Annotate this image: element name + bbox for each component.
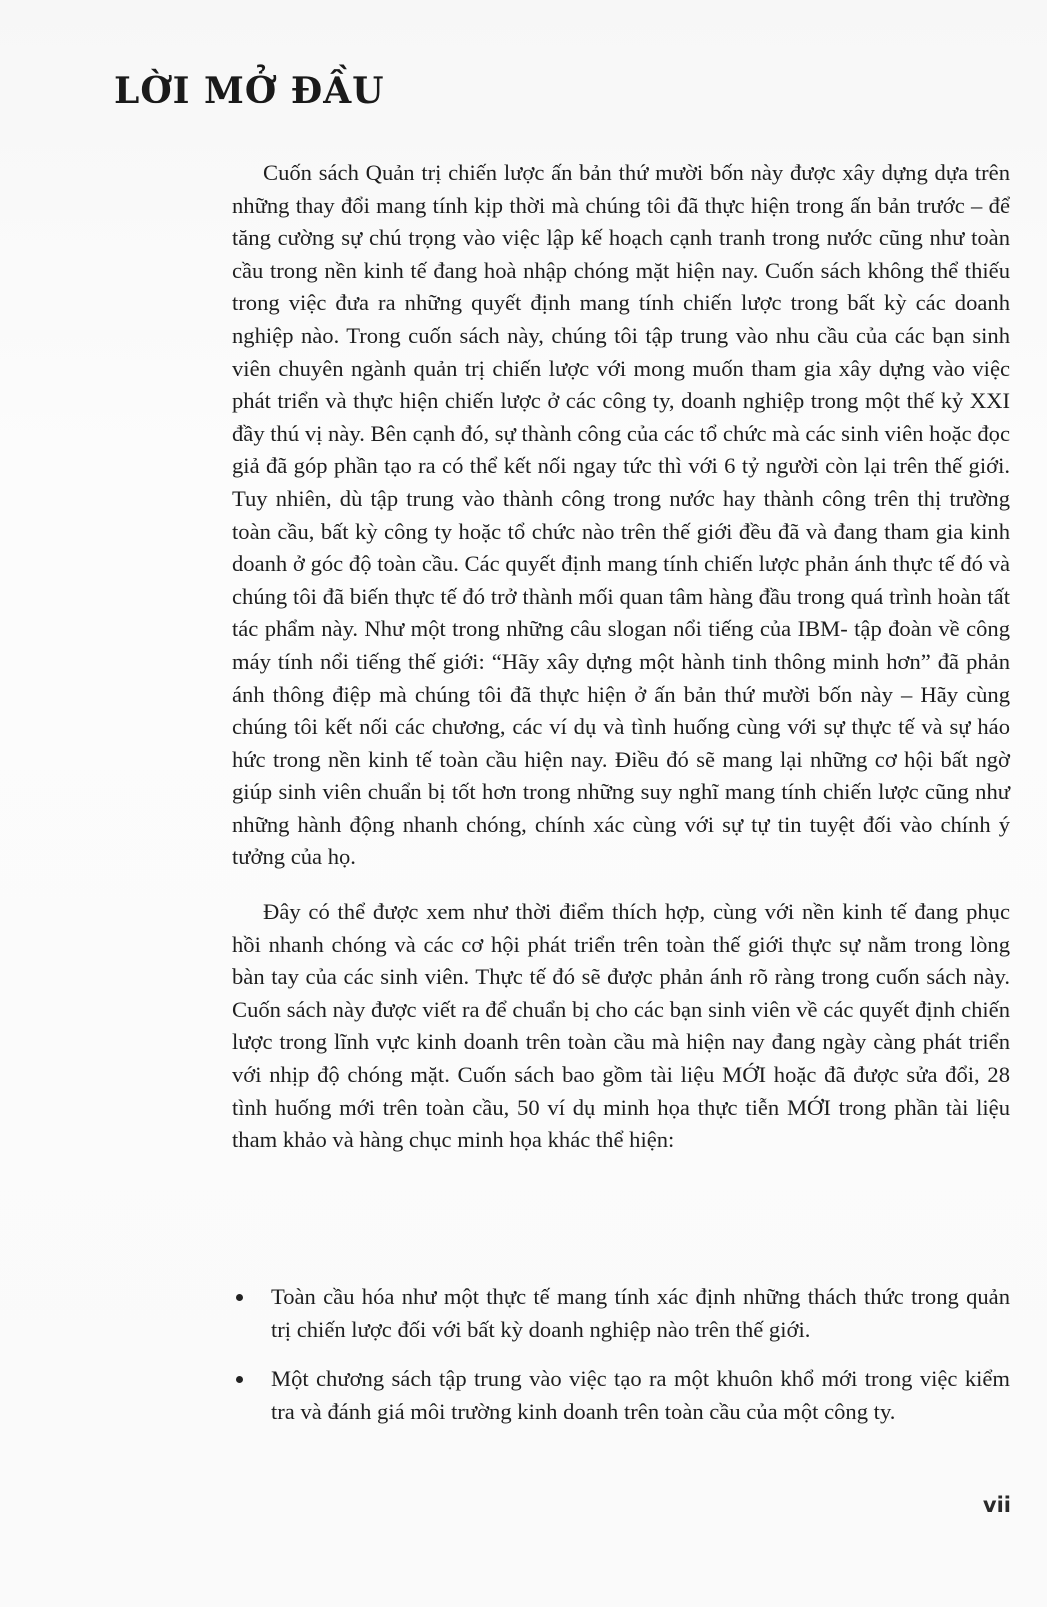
bullet-icon [236,1376,243,1383]
page-number: vii [982,1493,1011,1517]
bullet-item [232,1363,1010,1428]
paragraph-2: Đây có thể được xem như thời điểm thích hợp, cùng với nền kinh tế đang phục hồi nhanh chóng và các cơ hội phát triển trên toàn thế giới thực sự nằm trong lòng bàn tay của các sinh viên. Thực tế đó sẽ được phản ánh rõ ràng trong cuốn sách này. Cuốn sách này được viết ra để chuẩn bị cho các bạn sinh viên về các quyết định chiến lược trong lĩnh vực kinh doanh trên toàn cầu mà hiện nay đang ngày càng phát triển với nhịp độ chóng mặt. Cuốn sách bao gồm tài liệu MỚI hoặc đã được sửa đổi, 28 tình huống mới trên toàn cầu, 50 ví dụ minh họa thực tiễn MỚI trong phần tài liệu tham khảo và hàng chục minh họa khác thể hiện: [232,899,1010,1153]
bullet-icon [236,1294,243,1301]
paragraph-1: Cuốn sách Quản trị chiến lược ấn bản thứ mười bốn này được xây dựng dựa trên những thay đổi mang tính kịp thời mà chúng tôi đã thực hiện trong ấn bản trước – để tăng cường sự chú trọng vào việc lập kế hoạch cạnh tranh trong nước cũng như toàn cầu trong nền kinh tế đang hoà nhập chóng mặt hiện nay. Cuốn sách không thể thiếu trong việc đưa ra những quyết định mang tính chiến lược trong bất kỳ các doanh nghiệp nào. Trong cuốn sách này, chúng tôi tập trung vào nhu cầu của các bạn sinh viên chuyên ngành quản trị chiến lược với mong muốn tham gia xây dựng vào việc phát triển và thực hiện chiến lược ở các công ty, doanh nghiệp trong một thế kỷ XXI đầy thú vị này. Bên cạnh đó, sự thành công của các tổ chức mà các sinh viên hoặc đọc giả đã góp phần tạo ra có thể kết nối ngay tức thì với 6 tỷ người còn lại trên thế giới. Tuy nhiên, dù tập trung vào thành công trong nước hay thành công trên thị trường toàn cầu, bất kỳ công ty hoặc tổ chức nào trên thế giới đều đã và đang tham gia kinh doanh ở góc độ toàn cầu. Các quyết định mang tính chiến lược phản ánh thực tế đó và chúng tôi đã biến thực tế đó trở thành mối quan tâm hàng đầu trong quá trình hoàn tất tác phẩm này. Như một trong những câu slogan nổi tiếng của IBM- tập đoàn về công máy tính nổi tiếng thế giới: “Hãy xây dựng một hành tinh thông minh hơn” đã phản ánh thông điệp mà chúng tôi đã thực hiện ở ấn bản thứ mười bốn này – Hãy cùng chúng tôi kết nối các chương, các ví dụ và tình huống cùng với sự thực tế và sự háo hức trong nền kinh tế toàn cầu hiện nay. Điều đó sẽ mang lại những cơ hội bất ngờ giúp sinh viên chuẩn bị tốt hơn trong những suy nghĩ mang tính chiến lược cũng như những hành động nhanh chóng, chính xác cùng với sự tự tin tuyệt đối vào chính ý tưởng của họ. [232,160,1010,870]
body-text [232,157,1010,1157]
bullet-list [232,1281,1010,1445]
bullet-item [232,1281,1010,1346]
bullet-text: Toàn cầu hóa như một thực tế mang tính xác định những thách thức trong quản trị chiến lược đối với bất kỳ doanh nghiệp nào trên thế giới. [271,1284,1010,1342]
page-title: LỜI MỞ ĐẦU [114,70,385,112]
bullet-text: Một chương sách tập trung vào việc tạo ra một khuôn khổ mới trong việc kiểm tra và đánh giá môi trường kinh doanh trên toàn cầu của một công ty. [271,1366,1010,1424]
